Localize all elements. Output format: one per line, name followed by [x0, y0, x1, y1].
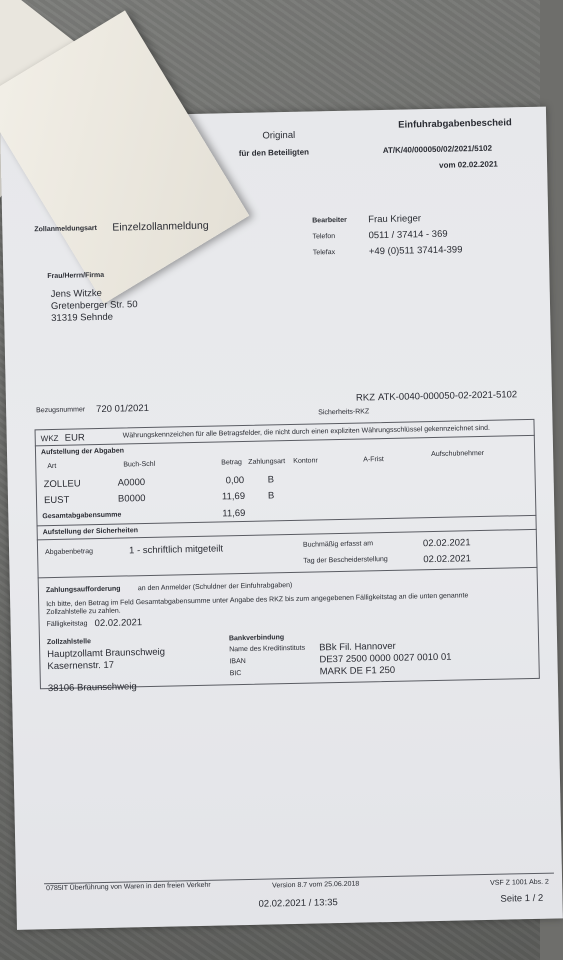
col-a-frist: A-Frist: [363, 456, 384, 464]
payment-subtitle: an den Anmelder (Schuldner der Einfuhrabgaben): [137, 581, 293, 593]
security-title: Aufstellung der Sicherheiten: [42, 527, 139, 537]
bank-label: Bankverbindung: [228, 634, 285, 643]
original-label: Original: [262, 129, 296, 142]
iban-label: IBAN: [229, 657, 246, 666]
footer-page-number: Seite 1 / 2: [500, 892, 544, 905]
office-city: 38106 Braunschweig: [47, 681, 137, 695]
phone-number: 0511 / 37414 - 369: [368, 228, 448, 242]
total-label: Gesamtabgabensumme: [42, 511, 122, 521]
row-2-betrag: 11,69: [221, 490, 246, 503]
row-1-zahlungsart: B: [267, 474, 275, 486]
footer-vsf: VSF Z 1001 Abs. 2: [490, 878, 549, 887]
office-street: Kasernenstr. 17: [47, 659, 115, 673]
total-value: 11,69: [222, 507, 246, 520]
footer-timestamp: 02.02.2021 / 13:35: [258, 897, 338, 910]
notice-date: 02.02.2021: [423, 553, 471, 566]
for-parties-label: für den Beteiligten: [238, 147, 310, 159]
charges-title: Aufstellung der Abgaben: [40, 447, 125, 457]
reference-label: Bezugsnummer: [36, 406, 86, 415]
row-1-betrag: 0,00: [225, 474, 245, 487]
currency-label: WKZ: [40, 433, 59, 444]
declaration-label: Zollanmeldungsart: [34, 224, 98, 234]
tax-notice-document: [0, 107, 563, 930]
reference-value: 720 01/2021: [96, 402, 150, 416]
bic-value: MARK DE F1 250: [319, 664, 396, 678]
recipient-name: Jens Witzke: [50, 287, 103, 300]
col-zahlungsart: Zahlungsart: [248, 458, 286, 466]
declaration-value: Einzelzollanmeldung: [112, 219, 209, 234]
rkz-value: ATK-0040-000050-02-2021-5102: [377, 389, 518, 404]
payment-title: Zahlungsaufforderung: [45, 585, 121, 595]
fax-label: Telefax: [312, 249, 336, 257]
col-aufschubnehmer: Aufschubnehmer: [431, 449, 485, 459]
recipient-label: Frau/Herrn/Firma: [47, 271, 105, 281]
booked-label: Buchmäßig erfasst am: [302, 540, 374, 549]
row-2-art: EUST: [43, 494, 70, 507]
bank-name: BBk Fil. Hannover: [319, 640, 396, 654]
bank-name-label: Name des Kreditinstituts: [229, 644, 306, 654]
payment-text-1: Ich bitte, den Betrag im Feld Gesamtabgabensumme unter Angabe des RKZ bis zum angegebenen Fälligkeitstag an die unten genannte: [46, 592, 469, 609]
currency-value: EUR: [64, 432, 85, 444]
iban-value: DE37 2500 0000 0027 0010 01: [319, 651, 452, 666]
fax-number: +49 (0)511 37414-399: [368, 244, 463, 258]
row-1-buch: A0000: [117, 477, 146, 489]
office-label: Zollzahlstelle: [46, 638, 92, 647]
security-value: 1 - schriftlich mitgeteilt: [128, 543, 224, 557]
row-2-zahlungsart: B: [267, 490, 275, 502]
footer-form-text: 0785IT Überführung von Waren in den freien Verkehr: [46, 881, 211, 893]
row-1-art: ZOLLEU: [43, 478, 81, 491]
office-name: Hauptzollamt Braunschweig: [47, 646, 166, 661]
payment-text-2: Zollzahlstelle zu zahlen.: [46, 607, 121, 617]
booked-date: 02.02.2021: [422, 537, 471, 550]
footer-version: Version 8.7 vom 25.06.2018: [272, 880, 360, 890]
recipient-street: Gretenberger Str. 50: [50, 299, 138, 312]
security-rkz-label: Sicherheits-RKZ: [318, 408, 370, 417]
phone-label: Telefon: [312, 233, 336, 241]
security-label: Abgabenbetrag: [45, 548, 94, 557]
document-date: vom 02.02.2021: [438, 159, 498, 170]
currency-note: Währungskennzeichen für alle Betragsfelder, die nicht durch einen expliziten Währungsschlüssel gekennzeichnet sind.: [122, 424, 491, 440]
recipient-city: 31319 Sehnde: [51, 311, 114, 324]
col-art: Art: [47, 462, 57, 471]
bic-label: BIC: [229, 670, 242, 678]
due-date: 02.02.2021: [94, 617, 143, 630]
clerk-name: Frau Krieger: [368, 213, 422, 226]
clerk-label: Bearbeiter: [312, 216, 347, 225]
row-2-buch: B0000: [117, 493, 146, 505]
rkz-label: RKZ: [355, 392, 376, 404]
col-betrag: Betrag: [221, 459, 242, 467]
due-label: Fälligkeitstag: [46, 620, 88, 629]
col-kontonr: Kontonr: [293, 457, 318, 465]
col-buch-schl: Buch-Schl: [123, 460, 156, 469]
notice-label: Tag der Bescheiderstellung: [303, 555, 388, 565]
document-title: Einfuhrabgabenbescheid: [398, 117, 512, 131]
document-number: AT/K/40/000050/02/2021/5102: [382, 143, 493, 155]
